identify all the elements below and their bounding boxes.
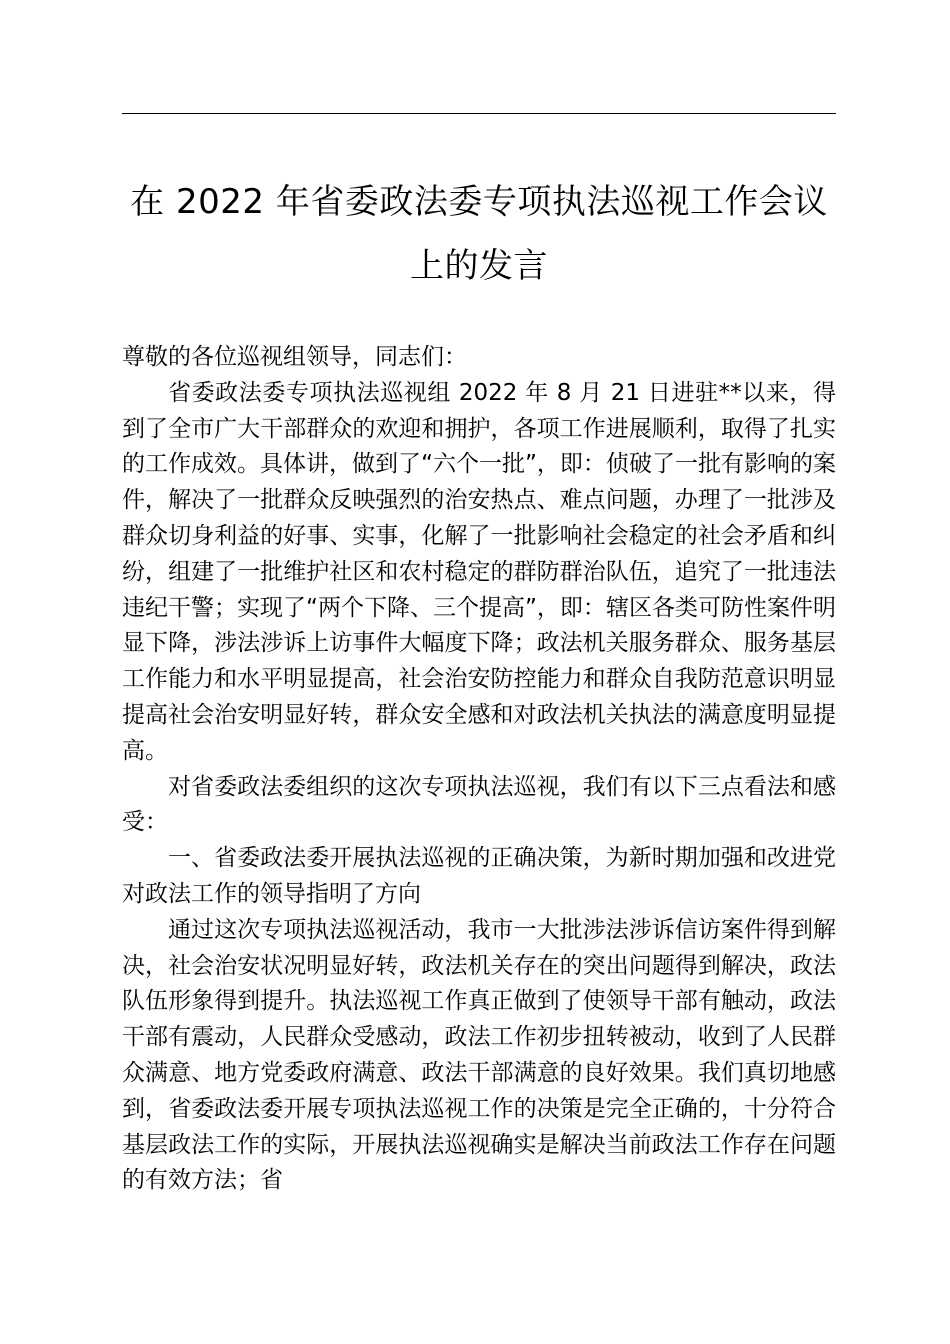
title-line-2: 上的发言 [410,246,548,286]
paragraph-3: 通过这次专项执法巡视活动，我市一大批涉法涉诉信访案件得到解决，社会治安状况明显好转，政法机关存在的突出问题得到解决，政法队伍形象得到提升。执法巡视工作真正做到了使领导干部有触动，政法干部有震动，人民群众受感动，政法工作初步扭转被动，收到了人民群众满意、地方党委政府满意、政法干部满意的良好效果。我们真切地感到，省委政法委开展专项执法巡视工作的决策是完全正确的，十分符合基层政法工作的实际，开展执法巡视确实是解决当前政法工作存在问题的有效方法；省 [122,916,836,1194]
paragraph-1: 省委政法委专项执法巡视组 2022 年 8 月 21 日进驻**以来，得到了全市广大干部群众的欢迎和拥护，各项工作进展顺利，取得了扎实的工作成效。具体讲，做到了“六个一批”，即：侦破了一批有影响的案件，解决了一批群众反映强烈的治安热点、难点问题，办理了一批涉及群众切身利益的好事、实事，化解了一批影响社会稳定的社会矛盾和纠纷，组建了一批维护社区和农村稳定的群防群治队伍，追究了一批违法违纪干警；实现了“两个下降、三个提高”，即：辖区各类可防性案件明显下降，涉法涉诉上访事件大幅度下降；政法机关服务群众、服务基层工作能力和水平明显提高，社会治安防控能力和群众自我防范意识明显提高社会治安明显好转，群众安全感和对政法机关执法的满意度明显提高。 [122,379,836,764]
paragraph-2: 对省委政法委组织的这次专项执法巡视，我们有以下三点看法和感受： [122,773,836,836]
title-line-1: 在 2022 年省委政法委专项执法巡视工作会议 [130,182,828,222]
salutation: 尊敬的各位巡视组领导，同志们： [122,344,467,370]
header-rule [122,113,836,114]
document-title [122,170,836,298]
section-heading-1: 一、省委政法委开展执法巡视的正确决策，为新时期加强和改进党对政法工作的领导指明了方向 [122,845,836,907]
document-body [122,340,836,1199]
